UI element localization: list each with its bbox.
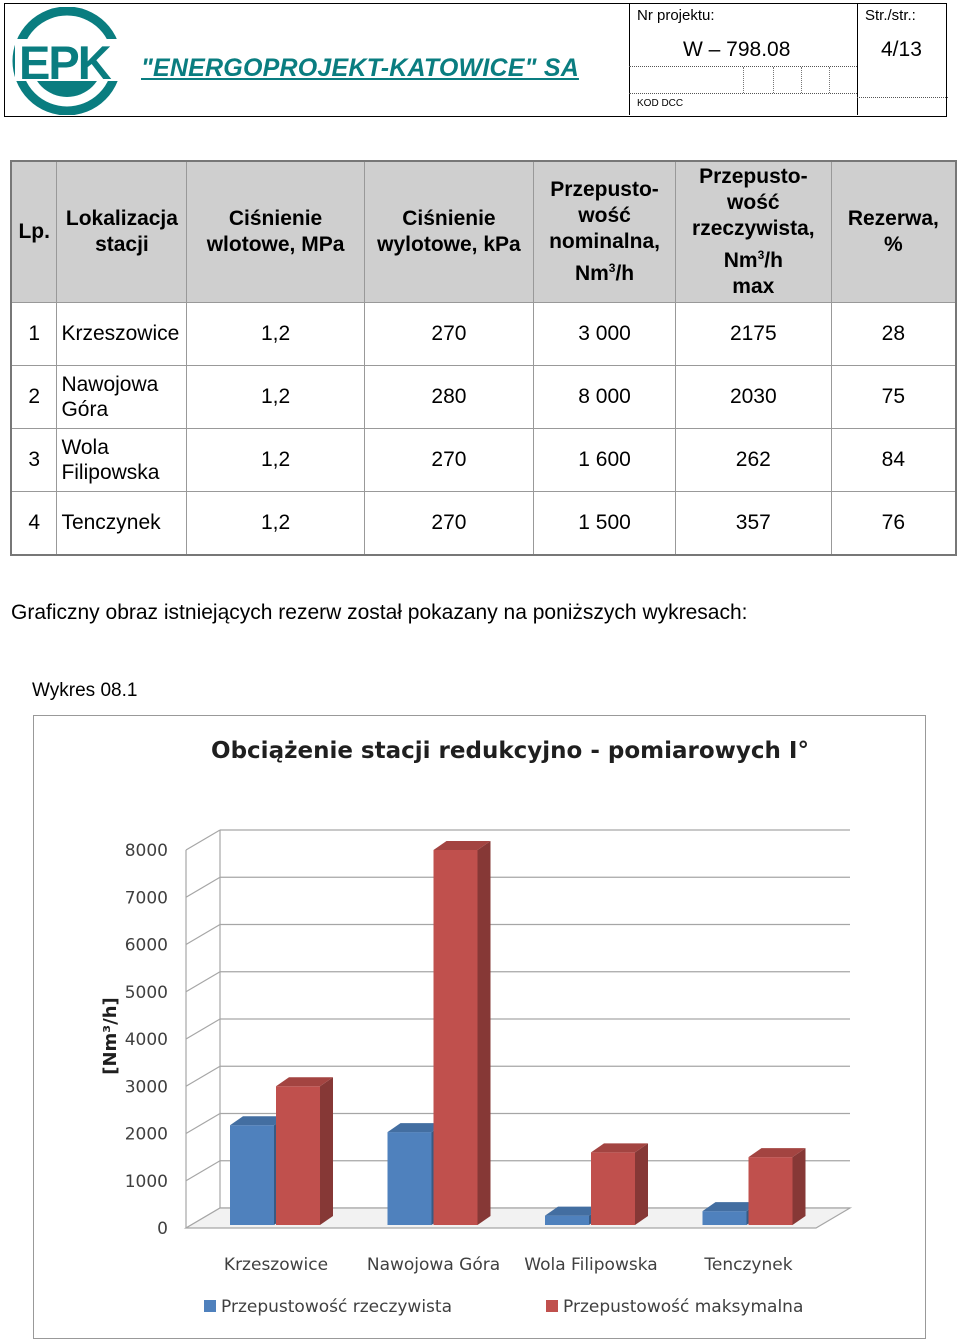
bar-front bbox=[749, 1157, 793, 1225]
page-number: 4/13 bbox=[881, 38, 922, 61]
project-box bbox=[629, 4, 858, 115]
bar-front bbox=[591, 1152, 635, 1225]
table-row bbox=[11, 302, 956, 365]
chart-container bbox=[33, 715, 926, 1339]
cell-lp: 3 bbox=[11, 428, 57, 491]
cell-real: 357 bbox=[675, 491, 831, 555]
side-gridline bbox=[186, 1066, 220, 1086]
header-inlet-pressure: Ciśnienie wlotowe, MPa bbox=[187, 161, 364, 302]
chart-caption: Wykres 08.1 bbox=[32, 680, 138, 701]
bar-front bbox=[434, 850, 478, 1225]
cell-reserve: 84 bbox=[831, 428, 956, 491]
divider bbox=[629, 93, 857, 94]
side-gridline bbox=[186, 1161, 220, 1181]
cell-location: Tenczynek bbox=[57, 491, 187, 555]
header-outlet-pressure: Ciśnienie wylotowe, kPa bbox=[364, 161, 533, 302]
side-gridline bbox=[186, 1114, 220, 1134]
bar-side bbox=[793, 1148, 806, 1225]
bar-front bbox=[230, 1125, 274, 1225]
cell-reserve: 76 bbox=[831, 491, 956, 555]
bar-front bbox=[276, 1086, 320, 1225]
cell-lp: 4 bbox=[11, 491, 57, 555]
bar-front bbox=[703, 1211, 747, 1225]
y-tick-label: 0 bbox=[157, 1219, 168, 1239]
code-grid bbox=[629, 67, 857, 93]
table-row bbox=[11, 428, 956, 491]
cell-nominal: 1 500 bbox=[534, 491, 676, 555]
logo-area bbox=[5, 4, 630, 115]
cell-outlet: 270 bbox=[364, 428, 533, 491]
side-gridline bbox=[186, 830, 220, 850]
bar-side bbox=[320, 1077, 333, 1225]
cell-location: Krzeszowice bbox=[57, 302, 187, 365]
cell-inlet: 1,2 bbox=[187, 428, 364, 491]
chart-title: Obciążenie stacji redukcyjno - pomiarowych I° bbox=[211, 738, 809, 764]
cell-real: 2175 bbox=[675, 302, 831, 365]
cell-inlet: 1,2 bbox=[187, 491, 364, 555]
cell-location: Wola Filipowska bbox=[57, 428, 187, 491]
document-header bbox=[4, 3, 947, 117]
header-nominal-capacity: Przepusto- wość nominalna, Nm$^3$/h bbox=[534, 161, 676, 302]
cell-reserve: 28 bbox=[831, 302, 956, 365]
y-tick-label: 1000 bbox=[124, 1171, 168, 1192]
company-logo bbox=[11, 7, 129, 115]
table-header-row bbox=[11, 161, 956, 302]
header-real-capacity: Przepusto- wość rzeczywista, Nm$^3$/h max bbox=[675, 161, 831, 302]
company-name: "ENERGOPROJEKT-KATOWICE" SA bbox=[141, 54, 579, 82]
divider bbox=[857, 97, 948, 98]
body-text: Graficzny obraz istniejących rezerw został pokazany na poniższych wykresach: bbox=[11, 601, 748, 624]
y-tick-label: 6000 bbox=[124, 935, 168, 956]
cell-location: Nawojowa Góra bbox=[57, 365, 187, 428]
y-tick-label: 8000 bbox=[124, 841, 168, 861]
cell-inlet: 1,2 bbox=[187, 365, 364, 428]
logo-text: EPK bbox=[19, 36, 110, 89]
cell-nominal: 1 600 bbox=[534, 428, 676, 491]
legend-swatch bbox=[546, 1300, 558, 1312]
project-number: W – 798.08 bbox=[683, 38, 791, 61]
side-gridline bbox=[186, 877, 220, 897]
bar-side bbox=[635, 1143, 648, 1225]
table-row bbox=[11, 365, 956, 428]
cell-real: 2030 bbox=[675, 365, 831, 428]
bar-front bbox=[545, 1216, 589, 1225]
table-row bbox=[11, 491, 956, 555]
cell-lp: 1 bbox=[11, 302, 57, 365]
y-tick-label: 3000 bbox=[124, 1077, 168, 1098]
page-box bbox=[857, 4, 948, 115]
kod-dcc-label: KOD DCC bbox=[637, 98, 684, 109]
legend-label: Przepustowość rzeczywista bbox=[221, 1297, 452, 1317]
side-gridline bbox=[186, 925, 220, 945]
x-tick-label: Nawojowa Góra bbox=[366, 1255, 501, 1275]
header-location: Lokalizacja stacji bbox=[57, 161, 187, 302]
y-tick-label: 4000 bbox=[124, 1030, 168, 1050]
side-gridline bbox=[186, 972, 220, 992]
cell-outlet: 270 bbox=[364, 491, 533, 555]
y-tick-label: 7000 bbox=[124, 888, 168, 909]
y-tick-label: 5000 bbox=[124, 982, 168, 1003]
cell-nominal: 8 000 bbox=[534, 365, 676, 428]
x-tick-label: Wola Filipowska bbox=[524, 1255, 658, 1275]
y-tick-label: 2000 bbox=[124, 1124, 168, 1145]
page-label: Str./str.: bbox=[865, 7, 916, 24]
cell-outlet: 280 bbox=[364, 365, 533, 428]
cell-lp: 2 bbox=[11, 365, 57, 428]
y-axis-label: [Nm³/h] bbox=[100, 997, 121, 1075]
cell-nominal: 3 000 bbox=[534, 302, 676, 365]
header-lp: Lp. bbox=[11, 161, 57, 302]
x-tick-label: Krzeszowice bbox=[223, 1255, 329, 1275]
cell-outlet: 270 bbox=[364, 302, 533, 365]
cell-real: 262 bbox=[675, 428, 831, 491]
cell-inlet: 1,2 bbox=[187, 302, 364, 365]
bar-side bbox=[478, 841, 491, 1225]
x-tick-label: Tenczynek bbox=[704, 1255, 793, 1275]
header-reserve: Rezerwa, % bbox=[831, 161, 956, 302]
cell-reserve: 75 bbox=[831, 365, 956, 428]
stations-table bbox=[10, 160, 957, 556]
side-gridline bbox=[186, 1019, 220, 1039]
bar-front bbox=[388, 1132, 432, 1225]
legend-label: Przepustowość maksymalna bbox=[563, 1297, 804, 1317]
bar-chart bbox=[34, 716, 923, 1336]
project-label: Nr projektu: bbox=[637, 7, 715, 24]
legend-swatch bbox=[204, 1300, 216, 1312]
